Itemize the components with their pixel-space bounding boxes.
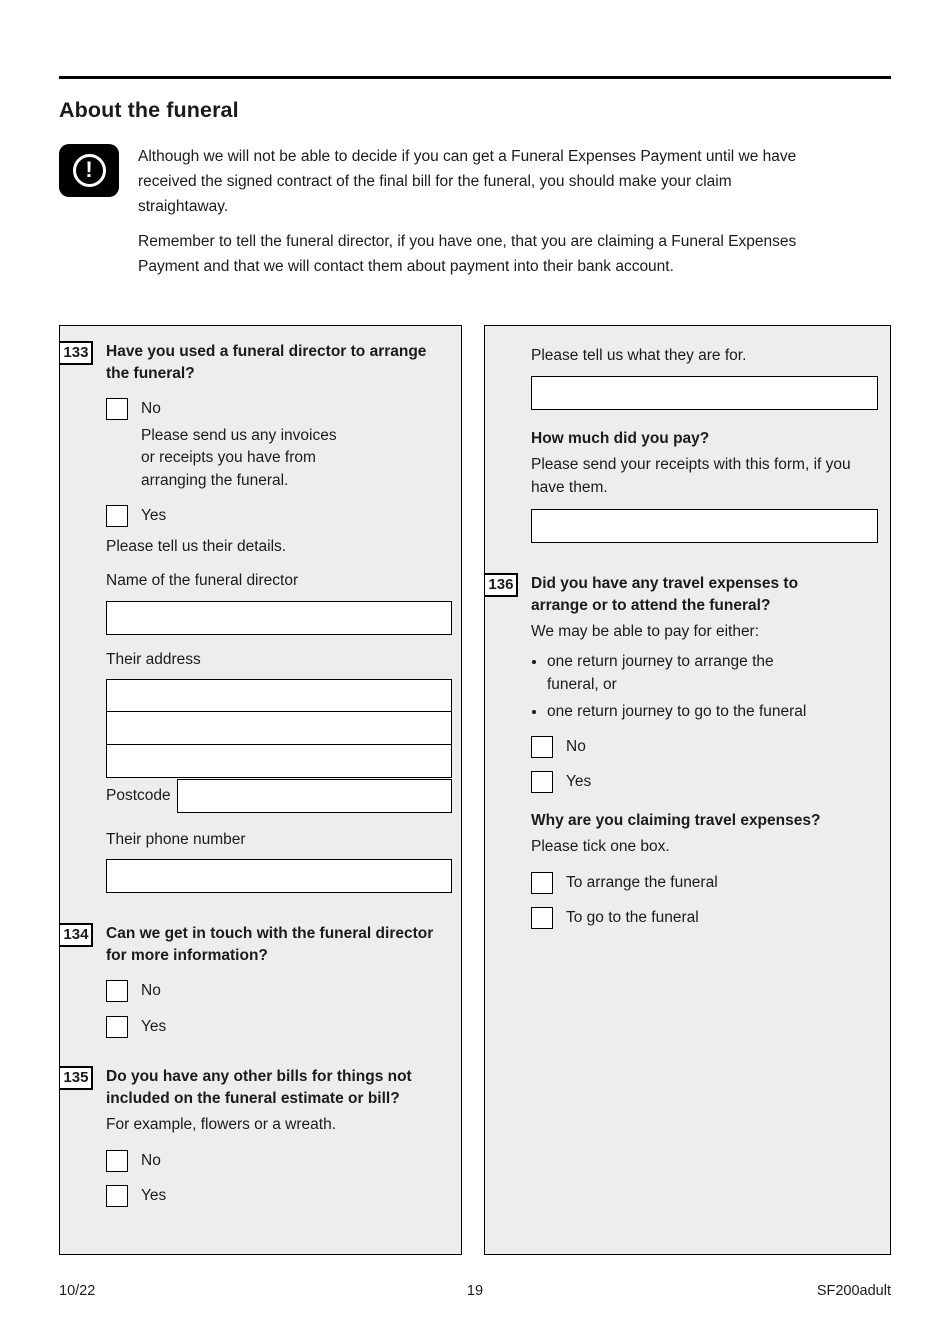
address-line-2-input[interactable]: [106, 711, 452, 745]
question-136-body: [531, 573, 878, 929]
page-footer: [59, 1281, 891, 1302]
address-line-1-input[interactable]: [106, 679, 452, 713]
footer-date: 10/22: [59, 1283, 96, 1300]
amount-paid-input[interactable]: [531, 509, 878, 543]
q135-no-checkbox[interactable]: [106, 1150, 128, 1172]
q136-arrange-label: To arrange the funeral: [566, 873, 718, 891]
what-for-input[interactable]: [531, 376, 878, 410]
director-phone-label: Their phone number: [106, 830, 246, 848]
q135-no-label: No: [141, 1151, 161, 1169]
q136-attend-row: [531, 907, 878, 929]
tick-one-box-hint: Please tick one box.: [531, 838, 670, 856]
footer-page-number: 19: [466, 1283, 484, 1300]
question-135-number: 135: [59, 1066, 93, 1090]
what-for-label: Please tell us what they are for.: [531, 347, 747, 365]
postcode-row: [106, 779, 452, 813]
address-line-3-input[interactable]: [106, 744, 452, 778]
q133-no-label: No: [141, 400, 161, 418]
q136-yes-row: [531, 771, 878, 793]
q133-no-checkbox[interactable]: [106, 398, 128, 420]
postcode-input[interactable]: [177, 779, 452, 813]
intro-block: [59, 144, 891, 289]
travel-options-list: [531, 650, 878, 723]
receipts-hint: Please send your receipts with this form, if you have them.: [531, 456, 851, 496]
q136-arrange-checkbox[interactable]: [531, 872, 553, 894]
exclamation-icon: !: [73, 154, 106, 187]
q134-yes-label: Yes: [141, 1017, 167, 1035]
question-134-text: Can we get in touch with the funeral director for more information?: [106, 925, 434, 965]
q136-yes-label: Yes: [566, 773, 592, 791]
question-135-text: Do you have any other bills for things not included on the funeral estimate or bill?: [106, 1068, 412, 1108]
director-address-label: Their address: [106, 650, 201, 668]
question-135: [60, 1066, 452, 1207]
question-134: [60, 923, 452, 1038]
q133-details-hint: Please tell us their details.: [106, 537, 287, 555]
question-133-body: [106, 341, 452, 893]
q133-no-row: [106, 398, 452, 420]
question-133-number: 133: [59, 341, 93, 365]
q136-attend-checkbox[interactable]: [531, 907, 553, 929]
q135-example-hint: For example, flowers or a wreath.: [106, 1116, 337, 1134]
director-phone-input[interactable]: [106, 859, 452, 893]
question-133-text: Have you used a funeral director to arrange the funeral?: [106, 343, 427, 383]
q135-continuation: [485, 345, 878, 543]
q133-yes-row: [106, 505, 452, 527]
section-title: About the funeral: [59, 98, 239, 122]
important-info-icon: [59, 144, 119, 197]
question-136-text: Did you have any travel expenses to arrange or to attend the funeral?: [531, 575, 799, 615]
travel-bullet-arrange: • one return journey to arrange the funeral, or: [547, 650, 775, 696]
question-136-number: 136: [484, 573, 518, 597]
right-panel: [484, 325, 891, 1255]
question-133: [60, 341, 452, 893]
travel-bullet-attend: • one return journey to go to the funeral: [547, 700, 878, 723]
q133-yes-checkbox[interactable]: [106, 505, 128, 527]
q134-no-checkbox[interactable]: [106, 980, 128, 1002]
q135-no-row: [106, 1150, 452, 1172]
q136-no-row: [531, 736, 878, 758]
left-panel: [59, 325, 462, 1255]
q135-continuation-body: [531, 345, 878, 543]
director-name-input[interactable]: [106, 601, 452, 635]
q136-intro-hint: We may be able to pay for either:: [531, 623, 760, 641]
top-rule: [59, 76, 891, 79]
footer-form-id: SF200adult: [816, 1283, 891, 1300]
q136-arrange-row: [531, 872, 878, 894]
question-136: [485, 573, 878, 929]
why-claiming-label: Why are you claiming travel expenses?: [531, 811, 821, 829]
q135-yes-row: [106, 1185, 452, 1207]
q135-yes-checkbox[interactable]: [106, 1185, 128, 1207]
intro-paragraph-2: Remember to tell the funeral director, if you have one, that you are claiming a Funeral Expenses Payment and that we will contact them about payment into their bank account.: [138, 233, 797, 276]
q134-yes-row: [106, 1016, 452, 1038]
postcode-label: Postcode: [106, 786, 171, 804]
q134-yes-checkbox[interactable]: [106, 1016, 128, 1038]
question-134-body: [106, 923, 452, 1038]
q136-no-checkbox[interactable]: [531, 736, 553, 758]
q136-yes-checkbox[interactable]: [531, 771, 553, 793]
q136-attend-label: To go to the funeral: [566, 909, 699, 927]
q135-yes-label: Yes: [141, 1187, 167, 1205]
q133-no-hint: Please send us any invoices or receipts you have from arranging the funeral.: [141, 426, 337, 489]
director-name-label: Name of the funeral director: [106, 572, 299, 590]
q134-no-label: No: [141, 982, 161, 1000]
intro-text: [138, 144, 798, 289]
q133-yes-label: Yes: [141, 507, 167, 525]
question-134-number: 134: [59, 923, 93, 947]
question-columns: [59, 325, 891, 1255]
intro-paragraph-1: Although we will not be able to decide if you can get a Funeral Expenses Payment until we have received the signed contract of the final bill for the funeral, you should make your claim straightaway.: [138, 148, 797, 216]
q136-no-label: No: [566, 737, 586, 755]
how-much-label: How much did you pay?: [531, 429, 710, 447]
q134-no-row: [106, 980, 452, 1002]
question-135-body: [106, 1066, 452, 1207]
